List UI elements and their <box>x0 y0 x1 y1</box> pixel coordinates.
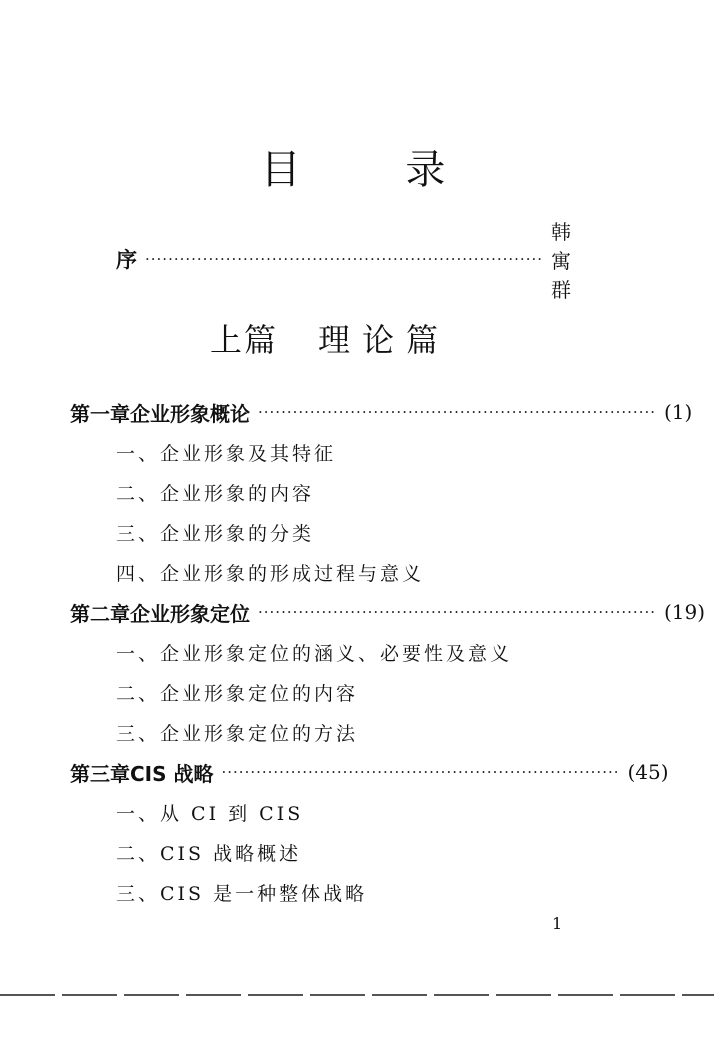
chapter-page: (1) <box>664 400 693 424</box>
page-number: 1 <box>552 914 563 933</box>
section-entry: 三、企业形象的分类 <box>116 522 315 545</box>
section-entry: 二、企业形象的内容 <box>116 482 315 505</box>
bottom-rule <box>0 994 714 996</box>
section-entry: 一、企业形象定位的涵义、必要性及意义 <box>116 642 513 665</box>
page-title: 目 录 <box>260 147 492 193</box>
chapter-number: 第一章 <box>70 401 130 426</box>
chapter-page: (45) <box>627 760 669 784</box>
chapter-entry <box>70 592 706 632</box>
section-entry: 二、企业形象定位的内容 <box>116 682 359 705</box>
section-entry: 四、企业形象的形成过程与意义 <box>116 562 425 585</box>
section-entry: 一、从 CI 到 CIS <box>116 802 304 825</box>
part-heading <box>0 315 660 361</box>
preface-leader-dots: ····································································· <box>145 250 543 268</box>
chapter-entry <box>70 392 693 432</box>
chapter-number: 第三章 <box>70 761 130 786</box>
table-of-contents <box>70 392 706 912</box>
section-entry: 三、企业形象定位的方法 <box>116 722 359 745</box>
preface-entry <box>116 219 574 302</box>
chapter-page: (19) <box>664 600 706 624</box>
section-entry: 一、企业形象及其特征 <box>116 442 337 465</box>
chapter-number: 第二章 <box>70 601 130 626</box>
chapter-leader-dots: ····································································· <box>258 603 656 621</box>
chapter-leader-dots: ····································································· <box>221 763 620 781</box>
part-title: 理论篇 <box>318 321 451 359</box>
chapter-title: 企业形象概论 <box>130 401 250 426</box>
chapter-title: CIS 战略 <box>130 761 214 786</box>
part-name: 上篇 <box>209 321 278 359</box>
chapter-title: 企业形象定位 <box>130 601 250 626</box>
section-entry: 三、CIS 是一种整体战略 <box>116 882 368 905</box>
preface-label: 序 <box>116 248 137 272</box>
chapter-entry <box>70 752 669 792</box>
section-entry: 二、CIS 战略概述 <box>116 842 302 865</box>
chapter-leader-dots: ····································································· <box>258 403 656 421</box>
preface-author: 韩寓群 <box>551 219 574 302</box>
